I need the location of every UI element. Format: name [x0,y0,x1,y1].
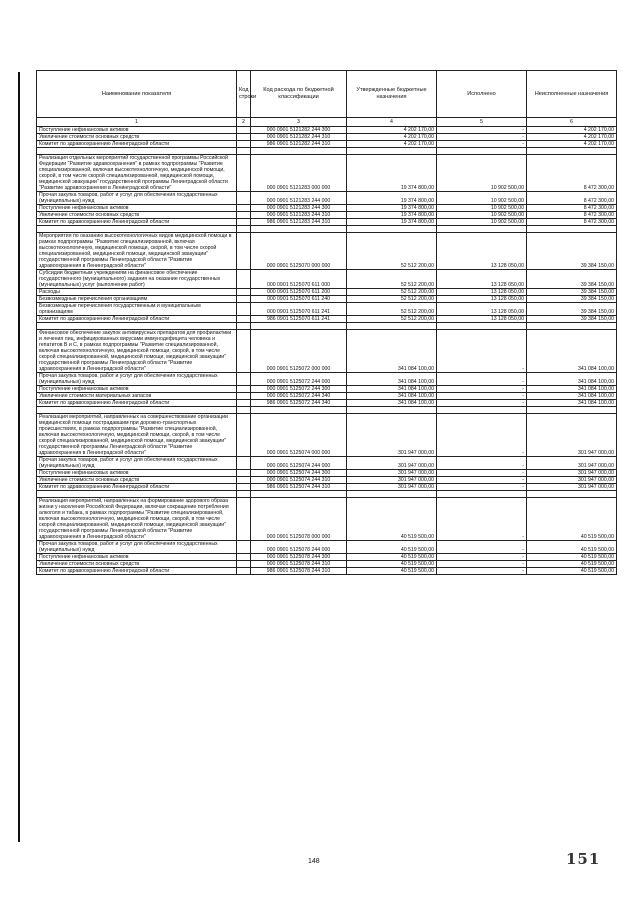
cell-unexecuted: 8 472 300,00 [527,219,617,226]
table-row [37,316,617,323]
cell-budget-code: 000 0901 5125074 244 000 [251,457,347,470]
cell-name: Безвозмездные перечисления государственным и муниципальным организациям [37,303,237,316]
cell-name: Поступление нефинансовых активов [37,470,237,477]
table-row [37,457,617,470]
table-row [37,205,617,212]
cell-unexecuted: 39 384 150,00 [527,233,617,270]
cell-name: Комитет по здравоохранению Ленинградской области [37,484,237,491]
cell-name: Реализация отдельных мероприятий государственной программы Российской Федерации "Развитие здравоохранения" в рамках подпрограммы "Развитие специализированной, включая высокотехнологичную, медицинской помощи, скорой, в том числе скорой специализированной, медицинской помощи, медицинской эвакуации" государственной программы Ленинградской области "Развитие здравоохранения в Ленинградской области" [37,155,237,192]
cell-budget-code: 000 0901 5125072 000 000 [251,330,347,373]
cell-row-code [237,155,251,192]
cell-executed: - [437,541,527,554]
cell-row-code [237,212,251,219]
spacer-cell [251,407,347,414]
spacer-row [37,148,617,155]
cell-budget-code: 986 0901 5125074 244 310 [251,484,347,491]
cell-budget-code: 000 0901 5125078 244 310 [251,561,347,568]
cell-executed: - [437,393,527,400]
spacer-cell [527,407,617,414]
table-row [37,541,617,554]
cell-executed: 13 128 050,00 [437,270,527,289]
cell-budget-code: 000 0901 5121283 244 300 [251,205,347,212]
cell-executed: 10 902 500,00 [437,192,527,205]
cell-executed: 10 902 500,00 [437,219,527,226]
spacer-cell [251,491,347,498]
table-row [37,289,617,296]
budget-execution-table [36,70,617,575]
table-row [37,296,617,303]
spacer-cell [37,226,237,233]
cell-budget-code: 000 0901 5121283 244 000 [251,192,347,205]
cell-approved: 40 519 500,00 [347,568,437,575]
cell-name: Поступление нефинансовых активов [37,205,237,212]
spacer-row [37,491,617,498]
table-row [37,373,617,386]
table-row [37,219,617,226]
table-row [37,127,617,134]
table-row [37,554,617,561]
cell-row-code [237,498,251,541]
cell-executed: - [437,554,527,561]
cell-unexecuted: 40 519 500,00 [527,554,617,561]
cell-budget-code: 000 0901 5125070 611 241 [251,303,347,316]
cell-approved: 341 084 100,00 [347,386,437,393]
spacer-cell [347,491,437,498]
cell-budget-code: 000 0901 5121282 244 300 [251,127,347,134]
cell-executed: 13 128 050,00 [437,316,527,323]
cell-row-code [237,386,251,393]
spacer-row [37,407,617,414]
cell-unexecuted: 301 947 000,00 [527,484,617,491]
cell-budget-code: 000 0901 5125070 611 200 [251,289,347,296]
column-number: 6 [527,118,617,127]
cell-approved: 301 947 000,00 [347,477,437,484]
table-row [37,498,617,541]
cell-executed: - [437,457,527,470]
cell-row-code [237,303,251,316]
cell-approved: 52 512 200,00 [347,296,437,303]
table-row [37,134,617,141]
cell-executed: - [437,414,527,457]
table-row [37,270,617,289]
cell-row-code [237,568,251,575]
cell-budget-code: 000 0901 5125078 000 000 [251,498,347,541]
cell-executed: - [437,477,527,484]
header-budget-code: Код расхода по бюджетной классификации [251,71,347,118]
cell-budget-code: 000 0901 5125074 244 300 [251,470,347,477]
cell-budget-code: 000 0901 5125078 244 000 [251,541,347,554]
cell-executed: - [437,373,527,386]
cell-executed: 13 128 050,00 [437,289,527,296]
header-executed: Исполнено [437,71,527,118]
cell-budget-code: 986 0901 5125070 611 241 [251,316,347,323]
cell-budget-code: 000 0901 5125070 000 000 [251,233,347,270]
table-row [37,212,617,219]
header-name: Наименование показателя [37,71,237,118]
cell-budget-code: 986 0901 5121283 244 310 [251,219,347,226]
cell-approved: 40 519 500,00 [347,541,437,554]
cell-approved: 341 084 100,00 [347,330,437,373]
cell-name: Комитет по здравоохранению Ленинградской области [37,316,237,323]
table-row [37,470,617,477]
cell-name: Комитет по здравоохранению Ленинградской области [37,141,237,148]
cell-budget-code: 000 0901 5125072 244 340 [251,393,347,400]
cell-row-code [237,330,251,373]
spacer-cell [347,148,437,155]
cell-executed: 10 902 500,00 [437,205,527,212]
table-row [37,414,617,457]
cell-unexecuted: 39 384 150,00 [527,316,617,323]
spacer-cell [237,148,251,155]
spacer-cell [37,491,237,498]
table-row [37,393,617,400]
spacer-cell [237,323,251,330]
cell-approved: 301 947 000,00 [347,470,437,477]
cell-approved: 4 202 170,00 [347,141,437,148]
column-number: 5 [437,118,527,127]
cell-unexecuted: 301 947 000,00 [527,457,617,470]
cell-budget-code: 000 0901 5125070 611 240 [251,296,347,303]
cell-unexecuted: 40 519 500,00 [527,568,617,575]
cell-unexecuted: 40 519 500,00 [527,561,617,568]
table-row [37,484,617,491]
cell-budget-code: 000 0901 5121282 244 310 [251,134,347,141]
cell-name: Реализация мероприятий, направленных на формирование здорового образа жизни у населения Российской Федерации, включая сокращение потребления алкоголя и табака, в рамках подпрограммы "Развитие специализированной, включая высокотехнологичную, медицинской помощи, скорой, в том числе скорой специализированной, медицинской помощи, медицинской эвакуации" государственной программы Ленинградской области "Развитие здравоохранения в Ленинградской области" [37,498,237,541]
cell-executed: 10 902 500,00 [437,212,527,219]
cell-approved: 52 512 200,00 [347,289,437,296]
cell-name: Прочая закупка товаров, работ и услуг для обеспечения государственных (муниципальных) нужд [37,541,237,554]
cell-executed: - [437,330,527,373]
cell-unexecuted: 301 947 000,00 [527,477,617,484]
spacer-cell [37,323,237,330]
cell-approved: 52 512 200,00 [347,303,437,316]
cell-approved: 52 512 200,00 [347,233,437,270]
cell-unexecuted: 301 947 000,00 [527,470,617,477]
spacer-cell [527,148,617,155]
spacer-cell [437,148,527,155]
cell-unexecuted: 341 084 100,00 [527,373,617,386]
table-row [37,568,617,575]
cell-unexecuted: 341 084 100,00 [527,330,617,373]
cell-name: Комитет по здравоохранению Ленинградской области [37,400,237,407]
cell-budget-code: 000 0901 5125072 244 000 [251,373,347,386]
cell-unexecuted: 39 384 150,00 [527,270,617,289]
cell-unexecuted: 8 472 300,00 [527,192,617,205]
cell-row-code [237,484,251,491]
cell-unexecuted: 341 084 100,00 [527,393,617,400]
cell-unexecuted: 4 202 170,00 [527,141,617,148]
cell-executed: - [437,400,527,407]
cell-executed: - [437,134,527,141]
cell-approved: 341 084 100,00 [347,373,437,386]
spacer-cell [37,407,237,414]
table-row [37,477,617,484]
page-number: 148 [308,858,320,865]
cell-unexecuted: 39 384 150,00 [527,296,617,303]
cell-approved: 301 947 000,00 [347,484,437,491]
cell-unexecuted: 8 472 300,00 [527,205,617,212]
cell-executed: - [437,498,527,541]
cell-approved: 52 512 200,00 [347,316,437,323]
spacer-cell [527,323,617,330]
cell-row-code [237,373,251,386]
cell-unexecuted: 4 202 170,00 [527,127,617,134]
cell-row-code [237,233,251,270]
column-number: 4 [347,118,437,127]
cell-name: Поступление нефинансовых активов [37,554,237,561]
table-row [37,141,617,148]
cell-row-code [237,414,251,457]
table-row [37,233,617,270]
cell-approved: 52 512 200,00 [347,270,437,289]
cell-approved: 19 374 800,00 [347,212,437,219]
cell-row-code [237,219,251,226]
cell-approved: 4 202 170,00 [347,127,437,134]
cell-row-code [237,127,251,134]
cell-budget-code: 000 0901 5125078 244 300 [251,554,347,561]
cell-row-code [237,393,251,400]
cell-unexecuted: 301 947 000,00 [527,414,617,457]
spacer-cell [437,226,527,233]
cell-unexecuted: 8 472 300,00 [527,212,617,219]
cell-row-code [237,457,251,470]
cell-name: Расходы [37,289,237,296]
cell-name: Прочая закупка товаров, работ и услуг для обеспечения государственных (муниципальных) нужд [37,457,237,470]
cell-name: Финансовое обеспечение закупок антивирусных препаратов для профилактики и лечения лиц, инфицированных вирусами иммунодефицита человека и гепатитов В и С, в рамках подпрограммы "Развитие специализированной, включая высокотехнологичную, медицинской помощи, скорой, в том числе скорой специализированной, медицинской помощи, медицинской эвакуации" государственной программы Ленинградской области "Развитие здравоохранения в Ленинградской области" [37,330,237,373]
cell-executed: - [437,141,527,148]
cell-row-code [237,270,251,289]
cell-name: Мероприятия по оказанию высокотехнологичных видов медицинской помощи в рамках подпрограммы "Развитие специализированной, включая высокотехнологичную, медицинской помощи, скорой, в том числе скорой специализированной, медицинской помощи, медицинской эвакуации" государственной программы Ленинградской области "Развитие здравоохранения в Ленинградской области" [37,233,237,270]
cell-name: Прочая закупка товаров, работ и услуг для обеспечения государственных (муниципальных) нужд [37,373,237,386]
cell-name: Увеличение стоимости основных средств [37,561,237,568]
cell-row-code [237,316,251,323]
table-row [37,330,617,373]
spacer-cell [237,407,251,414]
cell-budget-code: 000 0901 5121283 244 310 [251,212,347,219]
column-number: 3 [251,118,347,127]
table-body [37,127,617,575]
cell-name: Реализация мероприятий, направленных на совершенствование организации медицинской помощи пострадавшим при дорожно-транспортных происшествиях, в рамках подпрограммы "Развитие специализированной, включая высокотехнологичную, медицинской помощи, скорой, в том числе скорой специализированной, медицинской помощи, медицинской эвакуации" государственной программы Ленинградской области "Развитие здравоохранения в Ленинградской области" [37,414,237,457]
spacer-cell [437,491,527,498]
cell-unexecuted: 40 519 500,00 [527,541,617,554]
spacer-cell [237,491,251,498]
cell-row-code [237,192,251,205]
spacer-cell [437,407,527,414]
cell-unexecuted: 39 384 150,00 [527,303,617,316]
cell-approved: 341 084 100,00 [347,393,437,400]
spacer-cell [437,323,527,330]
cell-name: Увеличение стоимости основных средств [37,477,237,484]
cell-unexecuted: 39 384 150,00 [527,289,617,296]
cell-executed: - [437,386,527,393]
cell-budget-code: 986 0901 5125078 244 310 [251,568,347,575]
spacer-cell [251,323,347,330]
cell-budget-code: 986 0901 5121282 244 310 [251,141,347,148]
cell-approved: 301 947 000,00 [347,457,437,470]
cell-name: Субсидии бюджетным учреждениям на финансовое обеспечение государственного (муниципального) задания на оказание государственных (муниципальных) услуг (выполнение работ) [37,270,237,289]
spacer-cell [527,226,617,233]
cell-row-code [237,134,251,141]
cell-name: Комитет по здравоохранению Ленинградской области [37,219,237,226]
column-number: 1 [37,118,237,127]
cell-row-code [237,141,251,148]
cell-name: Прочая закупка товаров, работ и услуг для обеспечения государственных (муниципальных) нужд [37,192,237,205]
spacer-cell [347,226,437,233]
cell-executed: - [437,484,527,491]
cell-name: Безвозмездные перечисления организациям [37,296,237,303]
spacer-cell [347,407,437,414]
header-approved: Утвержденные бюджетные назначения [347,71,437,118]
cell-name: Поступление нефинансовых активов [37,127,237,134]
cell-approved: 4 202 170,00 [347,134,437,141]
cell-approved: 19 374 800,00 [347,205,437,212]
spacer-cell [251,148,347,155]
left-margin-bar [18,72,20,842]
cell-row-code [237,470,251,477]
spacer-cell [251,226,347,233]
cell-executed: 13 128 050,00 [437,296,527,303]
cell-row-code [237,541,251,554]
cell-executed: - [437,470,527,477]
table-row [37,155,617,192]
cell-unexecuted: 341 084 100,00 [527,400,617,407]
cell-budget-code: 000 0901 5125074 244 310 [251,477,347,484]
cell-executed: 13 128 050,00 [437,303,527,316]
cell-row-code [237,296,251,303]
cell-unexecuted: 4 202 170,00 [527,134,617,141]
cell-row-code [237,554,251,561]
cell-unexecuted: 341 084 100,00 [527,386,617,393]
column-number-row [37,118,617,127]
cell-budget-code: 000 0901 5125072 244 300 [251,386,347,393]
cell-approved: 19 374 800,00 [347,155,437,192]
cell-budget-code: 000 0901 5125070 611 000 [251,270,347,289]
table-row [37,386,617,393]
cell-approved: 341 084 100,00 [347,400,437,407]
cell-budget-code: 000 0901 5125074 000 000 [251,414,347,457]
cell-name: Комитет по здравоохранению Ленинградской области [37,568,237,575]
cell-approved: 40 519 500,00 [347,554,437,561]
cell-executed: - [437,568,527,575]
spacer-cell [347,323,437,330]
header-row-code: Код строки [237,71,251,118]
cell-row-code [237,289,251,296]
table-row [37,400,617,407]
spacer-cell [237,226,251,233]
cell-executed: 10 902 500,00 [437,155,527,192]
table-row [37,192,617,205]
table-row [37,303,617,316]
cell-executed: - [437,127,527,134]
cell-row-code [237,205,251,212]
table-header-row [37,71,617,118]
table-row [37,561,617,568]
cell-row-code [237,400,251,407]
spacer-cell [527,491,617,498]
cell-approved: 40 519 500,00 [347,498,437,541]
cell-approved: 19 374 800,00 [347,192,437,205]
cell-name: Увеличение стоимости материальных запасов [37,393,237,400]
cell-name: Поступление нефинансовых активов [37,386,237,393]
cell-approved: 19 374 800,00 [347,219,437,226]
spacer-row [37,323,617,330]
cell-name: Увеличение стоимости основных средств [37,134,237,141]
cell-unexecuted: 8 472 300,00 [527,155,617,192]
cell-budget-code: 986 0901 5125072 244 340 [251,400,347,407]
header-unexecuted: Неисполненные назначения [527,71,617,118]
cell-approved: 40 519 500,00 [347,561,437,568]
spacer-row [37,226,617,233]
spacer-cell [37,148,237,155]
cell-approved: 301 947 000,00 [347,414,437,457]
column-number: 2 [237,118,251,127]
cell-budget-code: 000 0901 5121283 000 000 [251,155,347,192]
cell-name: Увеличение стоимости основных средств [37,212,237,219]
cell-executed: - [437,561,527,568]
cell-unexecuted: 40 519 500,00 [527,498,617,541]
cell-row-code [237,561,251,568]
stamp-sheet-number: 151 [566,850,601,868]
cell-executed: 13 128 050,00 [437,233,527,270]
cell-row-code [237,477,251,484]
